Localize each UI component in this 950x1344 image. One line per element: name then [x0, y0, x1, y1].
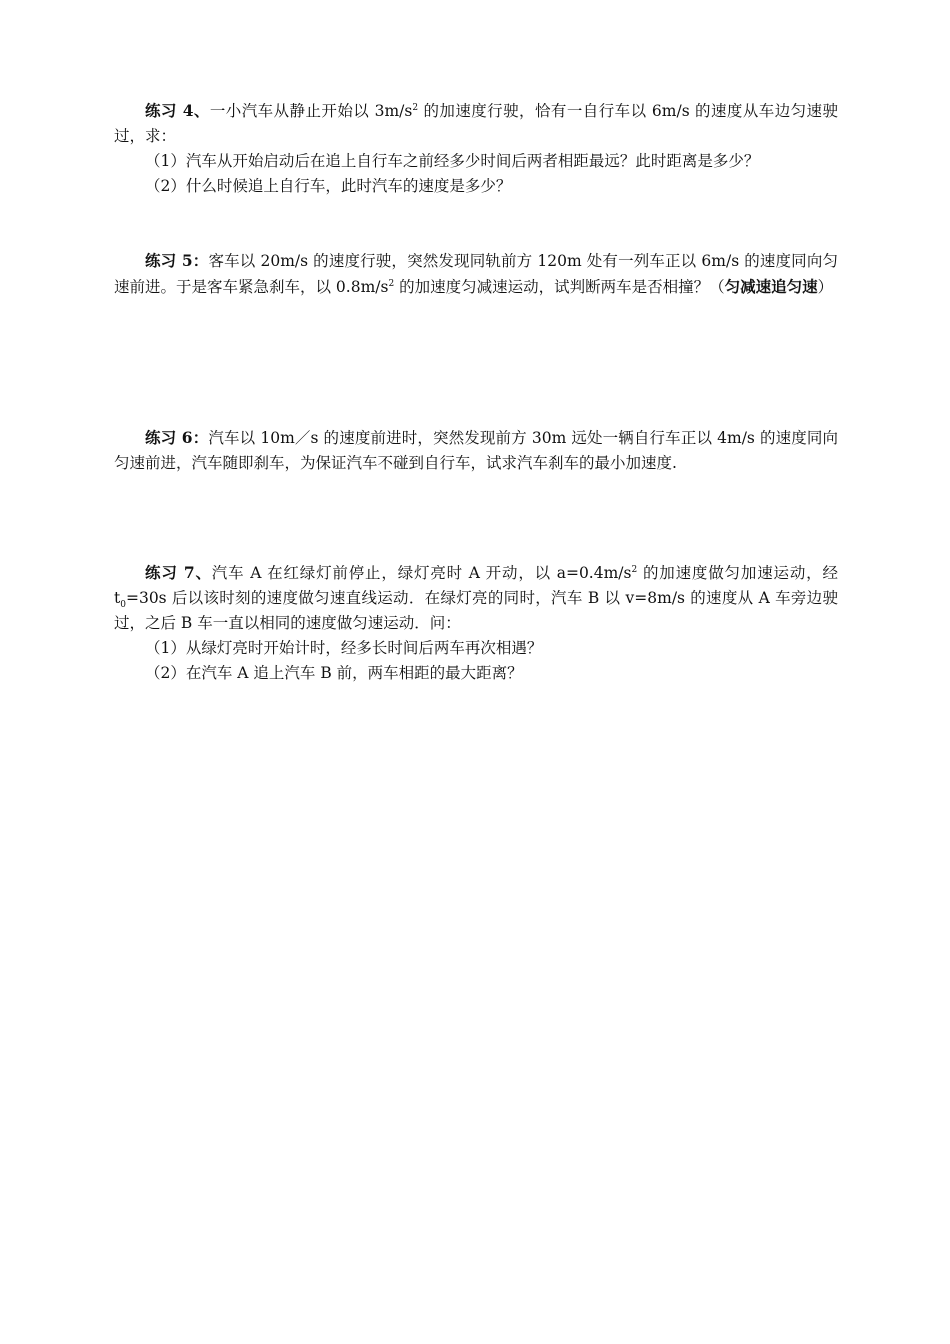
exercise-7-superscript: 2	[631, 564, 638, 575]
exercise-5-prompt	[114, 248, 838, 300]
exercise-4-question-1: （1）汽车从开始启动后在追上自行车之前经多少时间后两者相距最远？此时距离是多少？	[145, 152, 760, 170]
exercise-4-prompt	[114, 98, 838, 149]
exercise-7-question-1: （1）从绿灯亮时开始计时，经多长时间后两车再次相遇？	[145, 639, 543, 657]
exercise-6-label: 练习 6：	[145, 428, 209, 447]
exercise-4-text-a: 一小汽车从静止开始以 3m/s	[209, 102, 413, 120]
exercise-6-prompt	[114, 425, 838, 476]
exercise-7-label: 练习 7、	[145, 563, 212, 582]
exercise-5-text-a: 客车以 20m/s 的速度行驶，突然发现同轨前方 120m 处有一列车正以 6m/s 的速度同向匀速前进。于是客车紧急刹车，以 0.8m/s	[114, 252, 838, 296]
exercise-7-text-c: =30s 后以该时刻的速度做匀速直线运动．在绿灯亮的同时，汽车 B 以 v=8m/s 的速度从 A 车旁边驶过，之后 B 车一直以相同的速度做匀速运动．问：	[114, 589, 838, 632]
exercise-7-question-2: （2）在汽车 A 追上汽车 B 前，两车相距的最大距离？	[145, 664, 523, 682]
exercise-5-superscript: 2	[388, 278, 395, 289]
exercise-5	[114, 248, 838, 300]
exercise-7-prompt	[114, 560, 838, 636]
exercise-6-text: 汽车以 10m／s 的速度前进时，突然发现前方 30m 远处一辆自行车正以 4m/s 的速度同向匀速前进，汽车随即刹车，为保证汽车不碰到自行车，试求汽车刹车的最小加速度.	[114, 429, 838, 472]
exercise-4-label: 练习 4、	[145, 101, 210, 120]
exercise-7	[114, 560, 838, 686]
exercise-5-text-b: 的加速度匀减速运动，试判断两车是否相撞？（	[394, 278, 725, 296]
exercise-7-text-a: 汽车 A 在红绿灯前停止，绿灯亮时 A 开动，以 a=0.4m/s	[211, 564, 632, 582]
exercise-5-close: ）	[817, 278, 834, 296]
exercise-4	[114, 98, 838, 199]
exercise-5-label: 练习 5：	[145, 251, 209, 270]
exercise-7-subscript: 0	[120, 600, 126, 611]
exercise-4-text-b: 的加速度行驶，恰有一自行车以 6m/s 的速度从车边匀速驶过，求：	[114, 102, 838, 145]
exercise-5-bold-note: 匀减速追匀速	[724, 277, 818, 296]
exercise-4-question-2: （2）什么时候追上自行车，此时汽车的速度是多少？	[145, 177, 512, 195]
exercise-4-superscript: 2	[412, 102, 419, 113]
exercise-7-text-b: 的加速度做匀加速运动，经 t	[114, 564, 838, 607]
exercise-6	[114, 425, 838, 476]
